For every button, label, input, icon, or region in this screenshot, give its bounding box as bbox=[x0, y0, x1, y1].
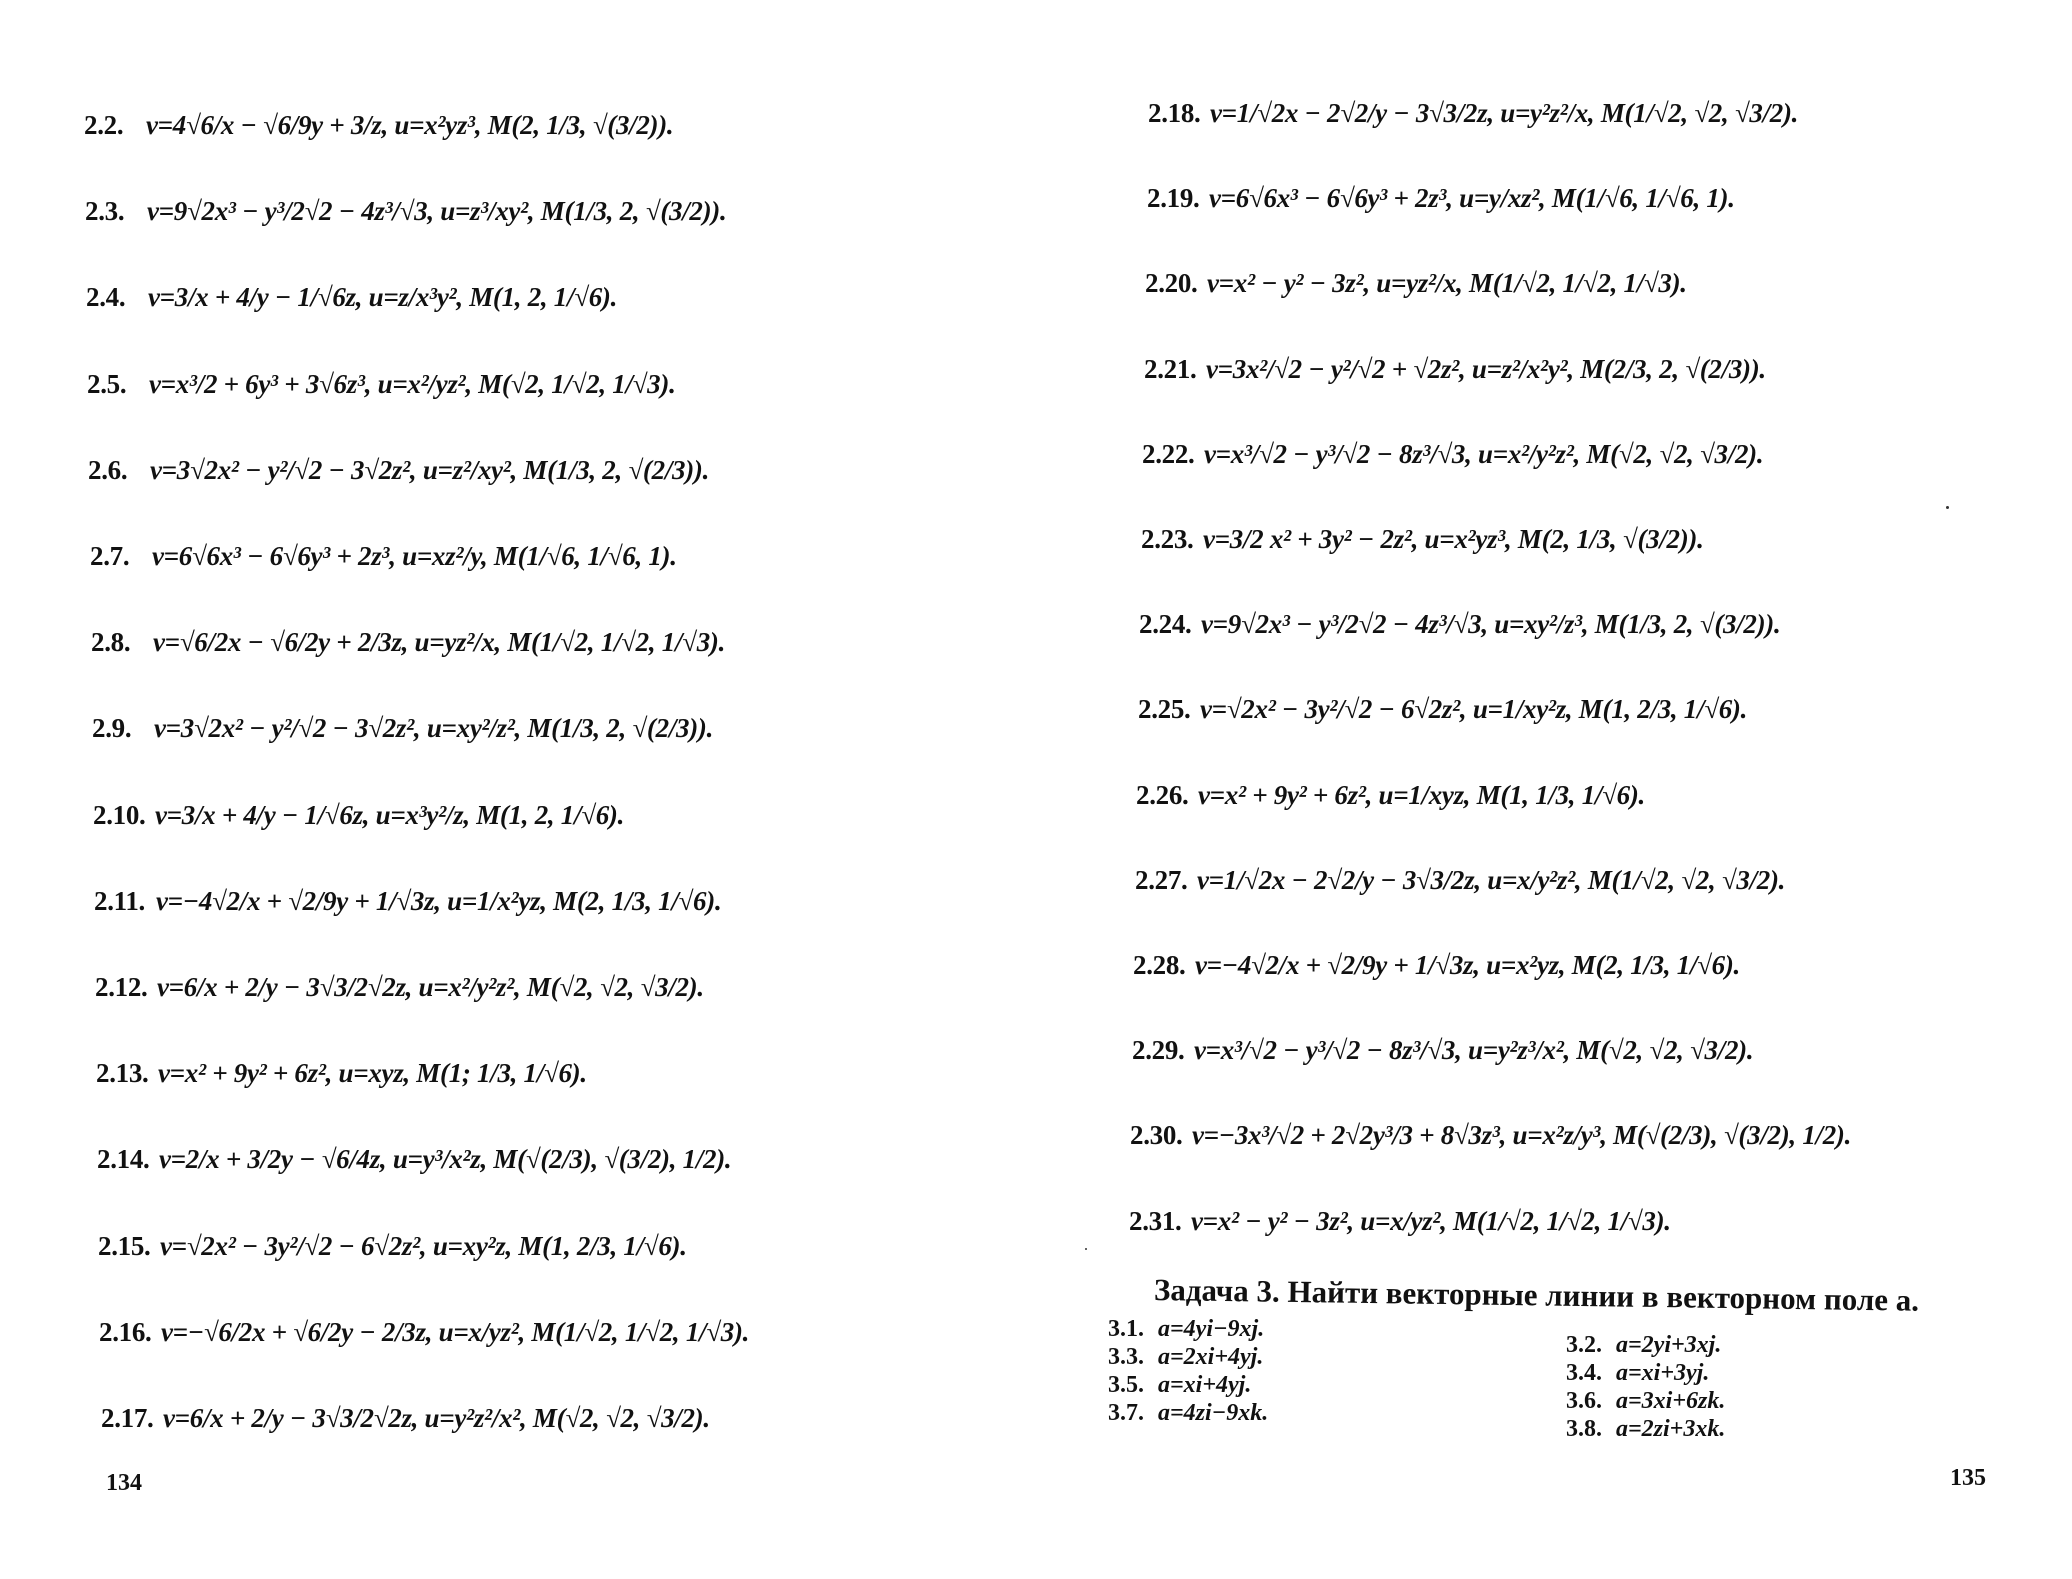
problem-number: 2.11. bbox=[94, 886, 146, 916]
problem-line bbox=[88, 457, 709, 484]
problem-formula: v=−3x³/√2 + 2√2y³/3 + 8√3z³, u=x²z/y³, M(√(2/3), √(3/2), 1/2). bbox=[1192, 1120, 1852, 1150]
problem-number: 2.7. bbox=[90, 541, 130, 571]
problem-line bbox=[1135, 867, 1785, 894]
problem-number: 2.17. bbox=[101, 1403, 154, 1433]
problem-line bbox=[98, 1233, 687, 1260]
problem-line bbox=[1141, 526, 1704, 553]
problem-number: 2.10. bbox=[93, 800, 146, 830]
problem-formula: v=x² + 9y² + 6z², u=1/xyz, M(1, 1/3, 1/√6). bbox=[1198, 780, 1645, 810]
problem-number: 3.7. bbox=[1108, 1400, 1144, 1426]
problem-number: 2.29. bbox=[1132, 1035, 1185, 1065]
problem-formula: a=xi+3yj. bbox=[1616, 1360, 1710, 1386]
problem-formula: v=3/x + 4/y − 1/√6z, u=z/x³y², M(1, 2, 1/√6). bbox=[148, 282, 618, 312]
problem-line bbox=[87, 371, 676, 398]
problem-number: 2.9. bbox=[92, 713, 132, 743]
problem-number: 2.24. bbox=[1139, 609, 1192, 639]
task-item bbox=[1566, 1388, 1725, 1415]
problem-line bbox=[85, 198, 726, 225]
problem-formula: v=√2x² − 3y²/√2 − 6√2z², u=1/xy²z, M(1, 2/3, 1/√6). bbox=[1200, 694, 1748, 724]
problem-number: 3.3. bbox=[1108, 1344, 1144, 1370]
problem-formula: a=2xi+4yj. bbox=[1158, 1344, 1264, 1370]
problem-number: 2.4. bbox=[86, 282, 126, 312]
problem-formula: v=3√2x² − y²/√2 − 3√2z², u=z²/xy², M(1/3, 2, √(2/3)). bbox=[150, 455, 710, 485]
problem-formula: a=4yi−9xj. bbox=[1158, 1316, 1265, 1342]
task-item bbox=[1108, 1316, 1264, 1343]
problem-line bbox=[1136, 782, 1645, 809]
task-item bbox=[1108, 1372, 1251, 1399]
problem-line bbox=[99, 1319, 749, 1346]
problem-number: 2.8. bbox=[91, 627, 131, 657]
problem-formula: a=4zi−9xk. bbox=[1158, 1400, 1269, 1426]
problem-line bbox=[1147, 185, 1735, 212]
problem-line bbox=[94, 888, 721, 915]
problem-formula: v=1/√2x − 2√2/y − 3√3/2z, u=y²z²/x, M(1/√2, √2, √3/2). bbox=[1210, 98, 1799, 128]
problem-number: 2.31. bbox=[1129, 1206, 1182, 1236]
problem-line bbox=[1145, 270, 1687, 297]
task3-heading: Задача 3. Найти векторные линии в векторном поле a. bbox=[1153, 1272, 1920, 1318]
problem-number: 2.13. bbox=[96, 1058, 149, 1088]
problem-line bbox=[1144, 356, 1766, 383]
problem-formula: a=2zi+3xk. bbox=[1616, 1416, 1726, 1442]
problem-formula: v=−4√2/x + √2/9y + 1/√3z, u=x²yz, M(2, 1/3, 1/√6). bbox=[1195, 950, 1741, 980]
problem-number: 2.18. bbox=[1148, 98, 1201, 128]
problem-number: 2.26. bbox=[1136, 780, 1189, 810]
problem-formula: a=3xi+6zk. bbox=[1616, 1388, 1726, 1414]
problem-formula: v=4√6/x − √6/9y + 3/z, u=x²yz³, M(2, 1/3, √(3/2)). bbox=[146, 110, 674, 140]
problem-formula: v=6√6x³ − 6√6y³ + 2z³, u=y/xz², M(1/√6, 1/√6, 1). bbox=[1209, 183, 1735, 213]
problem-formula: v=x³/2 + 6y³ + 3√6z³, u=x²/yz², M(√2, 1/√2, 1/√3). bbox=[149, 369, 676, 399]
problem-number: 2.22. bbox=[1142, 439, 1195, 469]
problem-line bbox=[84, 112, 673, 139]
problem-formula: v=x³/√2 − y³/√2 − 8z³/√3, u=y²z³/x², M(√2, √2, √3/2). bbox=[1194, 1035, 1754, 1065]
problem-number: 2.20. bbox=[1145, 268, 1198, 298]
task-item bbox=[1566, 1332, 1721, 1359]
task-item bbox=[1108, 1400, 1268, 1427]
problem-line bbox=[1130, 1122, 1851, 1149]
problem-number: 2.23. bbox=[1141, 524, 1194, 554]
problem-line bbox=[93, 802, 624, 829]
problem-number: 2.2. bbox=[84, 110, 124, 140]
problem-number: 2.12. bbox=[95, 972, 148, 1002]
problem-formula: v=−4√2/x + √2/9y + 1/√3z, u=1/x²yz, M(2, 1/3, 1/√6). bbox=[156, 886, 722, 916]
task-item bbox=[1566, 1416, 1725, 1443]
problem-line bbox=[91, 629, 725, 656]
problem-line bbox=[1148, 100, 1798, 127]
problem-formula: v=3√2x² − y²/√2 − 3√2z², u=xy²/z², M(1/3, 2, √(2/3)). bbox=[154, 713, 714, 743]
problem-number: 2.19. bbox=[1147, 183, 1200, 213]
problem-formula: v=√2x² − 3y²/√2 − 6√2z², u=xy²z, M(1, 2/3, 1/√6). bbox=[160, 1231, 687, 1261]
problem-formula: v=√6/2x − √6/2y + 2/3z, u=yz²/x, M(1/√2, 1/√2, 1/√3). bbox=[153, 627, 726, 657]
problem-line bbox=[90, 543, 677, 570]
task-item bbox=[1108, 1344, 1263, 1371]
problem-number: 3.4. bbox=[1566, 1360, 1602, 1386]
problem-number: 2.21. bbox=[1144, 354, 1197, 384]
problem-number: 2.27. bbox=[1135, 865, 1188, 895]
problem-number: 2.3. bbox=[85, 196, 125, 226]
problem-formula: v=x³/√2 − y³/√2 − 8z³/√3, u=x²/y²z², M(√2, √2, √3/2). bbox=[1204, 439, 1764, 469]
problem-number: 2.30. bbox=[1130, 1120, 1183, 1150]
problem-number: 2.28. bbox=[1133, 950, 1186, 980]
problem-line bbox=[1142, 441, 1763, 468]
page-number-right: 135 bbox=[1950, 1465, 1986, 1491]
problem-formula: v=−√6/2x + √6/2y − 2/3z, u=x/yz², M(1/√2, 1/√2, 1/√3). bbox=[161, 1317, 750, 1347]
problem-number: 2.14. bbox=[97, 1144, 150, 1174]
problem-number: 2.25. bbox=[1138, 694, 1191, 724]
problem-formula: v=9√2x³ − y³/2√2 − 4z³/√3, u=z³/xy², M(1/3, 2, √(3/2)). bbox=[147, 196, 727, 226]
problem-number: 2.15. bbox=[98, 1231, 151, 1261]
problem-formula: v=x² − y² − 3z², u=yz²/x, M(1/√2, 1/√2, 1/√3). bbox=[1207, 268, 1687, 298]
problem-number: 3.8. bbox=[1566, 1416, 1602, 1442]
problem-number: 2.6. bbox=[88, 455, 128, 485]
problem-number: 3.5. bbox=[1108, 1372, 1144, 1398]
problem-line bbox=[1129, 1208, 1671, 1235]
problem-number: 2.16. bbox=[99, 1317, 152, 1347]
problem-line bbox=[1133, 952, 1740, 979]
problem-formula: v=3/2 x² + 3y² − 2z², u=x²yz³, M(2, 1/3, √(3/2)). bbox=[1203, 524, 1704, 554]
problem-formula: v=6√6x³ − 6√6y³ + 2z³, u=xz²/y, M(1/√6, 1/√6, 1). bbox=[152, 541, 677, 571]
scan-speck bbox=[1946, 506, 1949, 509]
problem-line bbox=[86, 284, 617, 311]
problem-number: 3.6. bbox=[1566, 1388, 1602, 1414]
problem-line bbox=[1139, 611, 1780, 638]
problem-formula: v=3/x + 4/y − 1/√6z, u=x³y²/z, M(1, 2, 1/√6). bbox=[155, 800, 625, 830]
problem-line bbox=[1138, 696, 1747, 723]
problem-line bbox=[92, 715, 713, 742]
problem-number: 3.1. bbox=[1108, 1316, 1144, 1342]
problem-formula: a=2yi+3xj. bbox=[1616, 1332, 1722, 1358]
problem-line bbox=[1132, 1037, 1753, 1064]
right-page bbox=[1036, 0, 2072, 1579]
problem-line bbox=[96, 1060, 587, 1087]
problem-formula: v=x² + 9y² + 6z², u=xyz, M(1; 1/3, 1/√6). bbox=[158, 1058, 587, 1088]
problem-formula: v=3x²/√2 − y²/√2 + √2z², u=z²/x²y², M(2/3, 2, √(2/3)). bbox=[1206, 354, 1766, 384]
problem-line bbox=[95, 974, 704, 1001]
problem-number: 2.5. bbox=[87, 369, 127, 399]
problem-number: 3.2. bbox=[1566, 1332, 1602, 1358]
problem-formula: v=6/x + 2/y − 3√3/2√2z, u=x²/y²z², M(√2, √2, √3/2). bbox=[157, 972, 704, 1002]
problem-line bbox=[101, 1405, 710, 1432]
problem-formula: v=6/x + 2/y − 3√3/2√2z, u=y²z²/x², M(√2, √2, √3/2). bbox=[163, 1403, 710, 1433]
problem-formula: v=x² − y² − 3z², u=x/yz², M(1/√2, 1/√2, 1/√3). bbox=[1191, 1206, 1671, 1236]
scan-speck bbox=[1085, 1248, 1087, 1250]
page-number-left: 134 bbox=[106, 1470, 142, 1496]
problem-formula: v=2/x + 3/2y − √6/4z, u=y³/x²z, M(√(2/3), √(3/2), 1/2). bbox=[159, 1144, 732, 1174]
problem-formula: v=1/√2x − 2√2/y − 3√3/2z, u=x/y²z², M(1/√2, √2, √3/2). bbox=[1197, 865, 1786, 895]
problem-line bbox=[97, 1146, 731, 1173]
problem-formula: v=9√2x³ − y³/2√2 − 4z³/√3, u=xy²/z³, M(1/3, 2, √(3/2)). bbox=[1201, 609, 1781, 639]
task-item bbox=[1566, 1360, 1709, 1387]
problem-formula: a=xi+4yj. bbox=[1158, 1372, 1252, 1398]
